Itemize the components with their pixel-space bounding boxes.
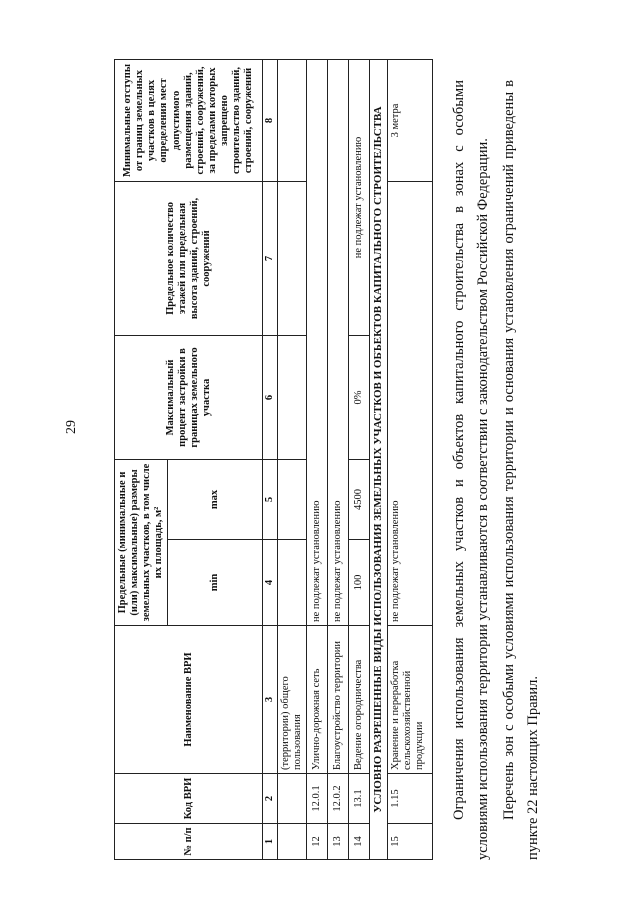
colnum-1: 1	[263, 824, 278, 860]
header-min: min	[168, 540, 263, 626]
rotated-page-content	[114, 20, 639, 860]
header-no: № п/п	[115, 824, 263, 860]
header-code: Код ВРИ	[115, 774, 263, 824]
colnum-5: 5	[263, 459, 278, 539]
section-heading-row	[370, 59, 388, 859]
row-span-value: не подлежат установлению	[328, 59, 349, 625]
column-numbers-row	[263, 59, 278, 859]
zoning-table	[114, 59, 433, 860]
colnum-6: 6	[263, 335, 278, 459]
row-name: Благоустройство территории	[328, 626, 349, 774]
row-no: 14	[349, 824, 370, 860]
cont-name: (территории) общего пользования	[278, 626, 307, 774]
header-percent: Максимальный процент застройки в границах земельного участка	[115, 335, 263, 459]
row-max: 4500	[349, 459, 370, 539]
row-span-value: не подлежат установлению	[307, 59, 328, 625]
row-code: 13.1	[349, 774, 370, 824]
row-code: 12.0.2	[328, 774, 349, 824]
colnum-2: 2	[263, 774, 278, 824]
row-no: 15	[388, 824, 433, 860]
row-name: Улично-дорожная сеть	[307, 626, 328, 774]
table-row	[388, 59, 433, 859]
row-name: Ведение огородничества	[349, 626, 370, 774]
header-floors: Предельное количество этажей или предельная высота зданий, строений, сооружений	[115, 181, 263, 335]
page-number: 29	[64, 420, 79, 434]
header-row-1	[115, 59, 168, 859]
colnum-3: 3	[263, 626, 278, 774]
row-code: 1.15	[388, 774, 433, 824]
row-percent: 0%	[349, 335, 370, 459]
row-span-value: не подлежат установлению	[388, 181, 433, 625]
header-name: Наименование ВРИ	[115, 626, 263, 774]
table-row-continuation	[278, 59, 307, 859]
paragraph: Ограничения использования земельных участков и объектов капитального строительства в зонах с особыми условиями использования территории устанавливаются в соответствии с законодательством Российской Федерации.	[451, 80, 492, 860]
row-min: 100	[349, 540, 370, 626]
paragraph: Перечень зон с особыми условиями использования территории и основания установления ограничений приведены в пункте 22 настоящих Правил.	[501, 80, 542, 860]
section-heading: УСЛОВНО РАЗРЕШЕННЫЕ ВИДЫ ИСПОЛЬЗОВАНИЯ ЗЕМЕЛЬНЫХ УЧАСТКОВ И ОБЪЕКТОВ КАПИТАЛЬНОГО СТРОИТЕЛЬСТВА	[370, 59, 388, 859]
row-no: 12	[307, 824, 328, 860]
colnum-8: 8	[263, 59, 278, 181]
row-setback: 3 метра	[388, 59, 433, 181]
row-no: 13	[328, 824, 349, 860]
row-floors-span: не подлежат установлению	[349, 59, 370, 335]
table-row	[328, 59, 349, 859]
header-sizes: Предельные (минимальные и (или) максимальные) размеры земельных участков, в том числе их площадь, м²	[115, 459, 168, 625]
table-row	[349, 59, 370, 859]
header-setback: Минимальные отступы от границ земельных участков в целях определения мест допустимого размещения зданий, строений, сооружений, за пределами которых запрещено строительство зданий, строений, сооружений	[115, 59, 263, 181]
row-code: 12.0.1	[307, 774, 328, 824]
colnum-4: 4	[263, 540, 278, 626]
table-row	[307, 59, 328, 859]
row-name: Хранение и переработка сельскохозяйственной продукции	[388, 626, 433, 774]
header-max: max	[168, 459, 263, 539]
colnum-7: 7	[263, 181, 278, 335]
body-text	[447, 80, 545, 860]
